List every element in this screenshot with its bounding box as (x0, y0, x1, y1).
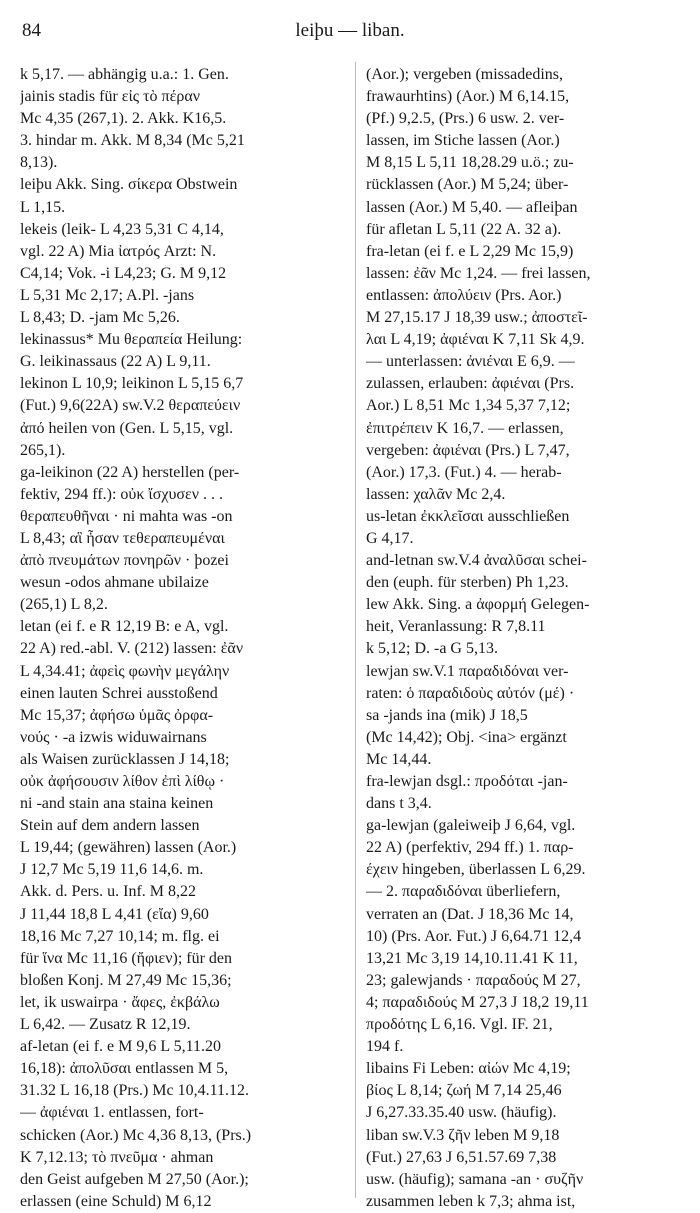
text-line: 10) (Prs. Aor. Fut.) J 6,64.71 12,4 (366, 927, 582, 945)
text-line: lekinassus* Mu θεραπεία Heilung: (20, 331, 243, 349)
text-line: G 4,17. (366, 529, 414, 547)
text-line: (Aor.) 17,3. (Fut.) 4. — herab- (366, 463, 562, 481)
text-line: 18,16 Mc 7,27 10,14; m. flg. ei (20, 927, 220, 945)
text-line: für afletan L 5,11 (22 A. 32 a). (366, 220, 562, 238)
text-line: fektiv, 294 ff.): οὐκ ἴσχυσεν . . . (20, 485, 223, 503)
text-line: fra-letan (ei f. e L 2,29 Mc 15,9) (366, 242, 574, 260)
text-line: ga-lewjan (galeiweiþ J 6,64, vgl. (366, 817, 576, 835)
text-line: us-letan ἐκκλεῖσαι ausschließen (366, 507, 570, 525)
text-line: heit, Veranlassung: R 7,8.11 (366, 618, 546, 636)
text-line: Mc 4,35 (267,1). 2. Akk. K16,5. (20, 110, 227, 128)
text-line: M 27,15.17 J 18,39 usw.; ἀποστεῖ- (366, 309, 588, 327)
running-head: leiþu — liban. (295, 20, 405, 41)
left-column (20, 64, 344, 1213)
text-line: ἐπιτρέπειν K 16,7. — erlassen, (366, 419, 564, 437)
text-line: jainis stadis für εἰς τὸ πέραν (20, 88, 200, 106)
text-line: L 8,43; αἳ ἦσαν τεθεραπευμέναι (20, 529, 225, 547)
text-line: Mc 15,37; ἀφήσω ὑμᾶς ὀρφα- (20, 706, 214, 724)
text-line: 265,1). (20, 441, 66, 459)
text-line: 31.32 L 16,18 (Prs.) Mc 10,4.11.12. (20, 1082, 250, 1100)
text-line: liban sw.V.3 ζῆν leben M 9,18 (366, 1126, 560, 1144)
text-line: let, ik uswairpa · ἄφες, ἐκβάλω (20, 993, 220, 1011)
text-line: lewjan sw.V.1 παραδιδόναι ver- (366, 662, 569, 680)
text-line: Mc 14,44. (366, 750, 432, 768)
right-column (366, 64, 684, 1213)
text-line: libains Fi Leben: αἰών Mc 4,19; (366, 1060, 571, 1078)
text-line: 3. hindar m. Akk. M 8,34 (Mc 5,21 (20, 132, 245, 150)
text-line: λαι L 4,19; ἀφιέναι K 7,11 Sk 4,9. (366, 331, 585, 349)
text-line: lassen: χαλᾶν Mc 2,4. (366, 485, 506, 503)
text-line: Aor.) L 8,51 Mc 1,34 5,37 7,12; (366, 397, 571, 415)
text-line: J 12,7 Mc 5,19 11,6 14,6. m. (20, 861, 204, 879)
text-line: θεραπευθῆναι · ni mahta was -on (20, 507, 233, 525)
text-line: lassen (Aor.) M 5,40. — afleiþan (366, 198, 578, 216)
text-line: schicken (Aor.) Mc 4,36 8,13, (Prs.) (20, 1126, 252, 1144)
text-line: einen lauten Schrei ausstoßend (20, 684, 218, 702)
text-line: lekeis (leik- L 4,23 5,31 C 4,14, (20, 220, 224, 238)
text-line: K 7,12.13; τὸ πνεῦμα · ahman (20, 1148, 214, 1166)
text-line: vergeben: ἀφιέναι (Prs.) L 7,47, (366, 441, 570, 459)
page-header (0, 20, 700, 54)
text-line: zulassen, erlauben: ἀφιέναι (Prs. (366, 375, 575, 393)
text-line: (Mc 14,42); Obj. <ina> ergänzt (366, 728, 567, 746)
text-line: (Fut.) 9,6(22A) sw.V.2 θεραπεύειν (20, 397, 241, 415)
text-line: ἀπό heilen von (Gen. L 5,15, vgl. (20, 419, 234, 437)
text-line: 13,21 Mc 3,19 14,10.11.41 K 11, (366, 949, 578, 967)
text-line: rücklassen (Aor.) M 5,24; über- (366, 176, 569, 194)
text-line: wesun -odos ahmane ubilaize (20, 574, 209, 592)
text-line: (Aor.); vergeben (missadedins, (366, 66, 563, 83)
text-line: ἀπὸ πνευμάτων πονηρῶν · þozei (20, 552, 229, 570)
text-line: προδότης L 6,16. Vgl. IF. 21, (366, 1016, 553, 1034)
text-line: L 19,44; (gewähren) lassen (Aor.) (20, 839, 237, 857)
text-line: für ἵνα Mc 11,16 (ἤφιεν); für den (20, 949, 233, 967)
text-line: 8,13). (20, 154, 58, 172)
text-line: als Waisen zurücklassen J 14,18; (20, 750, 230, 768)
text-line: M 8,15 L 5,11 18,28.29 u.ö.; zu- (366, 154, 574, 172)
text-line: 22 A) (perfektiv, 294 ff.) 1. παρ- (366, 839, 574, 857)
text-line: k 5,17. — abhängig u.a.: 1. Gen. (20, 66, 229, 83)
text-line: — unterlassen: ἀνιέναι E 6,9. — (366, 353, 575, 371)
text-line: (Fut.) 27,63 J 6,51.57.69 7,38 (366, 1148, 557, 1166)
text-line: οὐκ ἀφήσουσιν λίθον ἐπὶ λίθῳ · (20, 773, 225, 790)
text-line: bloßen Konj. M 27,49 Mc 15,36; (20, 971, 232, 989)
text-line: entlassen: ἀπολύειν (Prs. Aor.) (366, 286, 562, 304)
text-line: lassen: ἐᾶν Mc 1,24. — frei lassen, (366, 264, 591, 282)
column-divider (355, 62, 356, 1198)
text-line: — ἀφιέναι 1. entlassen, fort- (20, 1104, 204, 1122)
text-line: L 4,34.41; ἀφεὶς φωνὴν μεγάλην (20, 662, 230, 680)
text-line: lassen, im Stiche lassen (Aor.) (366, 132, 560, 150)
text-line: den Geist aufgeben M 27,50 (Aor.); (20, 1170, 249, 1188)
text-line: νούς · -a izwis widuwairnans (20, 728, 207, 746)
text-line: lekinon L 10,9; leikinon L 5,15 6,7 (20, 375, 244, 393)
text-line: frawaurhtins) (Aor.) M 6,14.15, (366, 88, 570, 106)
text-line: af-letan (ei f. e M 9,6 L 5,11.20 (20, 1038, 221, 1056)
text-line: L 5,31 Mc 2,17; A.Pl. -jans (20, 286, 195, 304)
text-line: k 5,12; D. -a G 5,13. (366, 640, 498, 658)
text-line: 23; galewjands · παραδούς M 27, (366, 971, 581, 989)
text-line: vgl. 22 A) Mia ἰατρός Arzt: N. (20, 242, 217, 260)
page-number: 84 (22, 20, 41, 41)
text-line: J 6,27.33.35.40 usw. (häufig). (366, 1104, 557, 1122)
text-line: raten: ὁ παραδιδοὺς αὐτόν (μέ) · (366, 684, 575, 702)
text-line: 194 f. (366, 1038, 404, 1056)
text-line: 4; παραδιδούς M 27,3 J 18,2 19,11 (366, 993, 589, 1011)
text-line: L 1,15. (20, 198, 66, 216)
text-line: βίος L 8,14; ζωή M 7,14 25,46 (366, 1082, 562, 1100)
text-line: usw. (häufig); samana -an · συζῆν (366, 1170, 584, 1188)
text-line: — 2. παραδιδόναι überliefern, (366, 883, 561, 901)
text-line: G. leikinassaus (22 A) L 9,11. (20, 353, 211, 371)
text-line: fra-lewjan dsgl.: προδόται -jan- (366, 773, 568, 790)
text-line: ni -and stain ana staina keinen (20, 795, 214, 813)
text-line: leiþu Akk. Sing. σίκερα Obstwein (20, 176, 238, 194)
text-line: and-letnan sw.V.4 ἀναλῦσαι schei- (366, 552, 587, 570)
text-line: den (euph. für sterben) Ph 1,23. (366, 574, 569, 592)
text-line: (Pf.) 9,2.5, (Prs.) 6 usw. 2. ver- (366, 110, 565, 128)
text-line: ga-leikinon (22 A) herstellen (per- (20, 463, 240, 481)
text-line: dans t 3,4. (366, 795, 432, 813)
text-line: C4,14; Vok. -i L4,23; G. M 9,12 (20, 264, 227, 282)
text-line: 16,18): ἀπολῦσαι entlassen M 5, (20, 1060, 229, 1078)
text-line: zusammen leben k 7,3; ahma ist, (366, 1192, 576, 1210)
text-line: L 8,43; D. -jam Mc 5,26. (20, 309, 180, 327)
text-line: verraten an (Dat. J 18,36 Mc 14, (366, 905, 574, 923)
text-line: lew Akk. Sing. a ἀφορμή Gelegen- (366, 596, 590, 614)
text-line: J 11,44 18,8 L 4,41 (εἴα) 9,60 (20, 905, 209, 923)
text-line: letan (ei f. e R 12,19 B: e A, vgl. (20, 618, 229, 636)
text-line: Stein auf dem andern lassen (20, 817, 200, 835)
text-line: Akk. d. Pers. u. Inf. M 8,22 (20, 883, 196, 901)
text-line: 22 A) red.-abl. V. (212) lassen: ἐᾶν (20, 640, 244, 658)
text-line: sa -jands ina (mik) J 18,5 (366, 706, 528, 724)
text-line: (265,1) L 8,2. (20, 596, 108, 614)
text-line: erlassen (eine Schuld) M 6,12 (20, 1192, 212, 1210)
text-line: έχειν hingeben, überlassen L 6,29. (366, 861, 586, 879)
text-line: L 6,42. — Zusatz R 12,19. (20, 1016, 191, 1034)
